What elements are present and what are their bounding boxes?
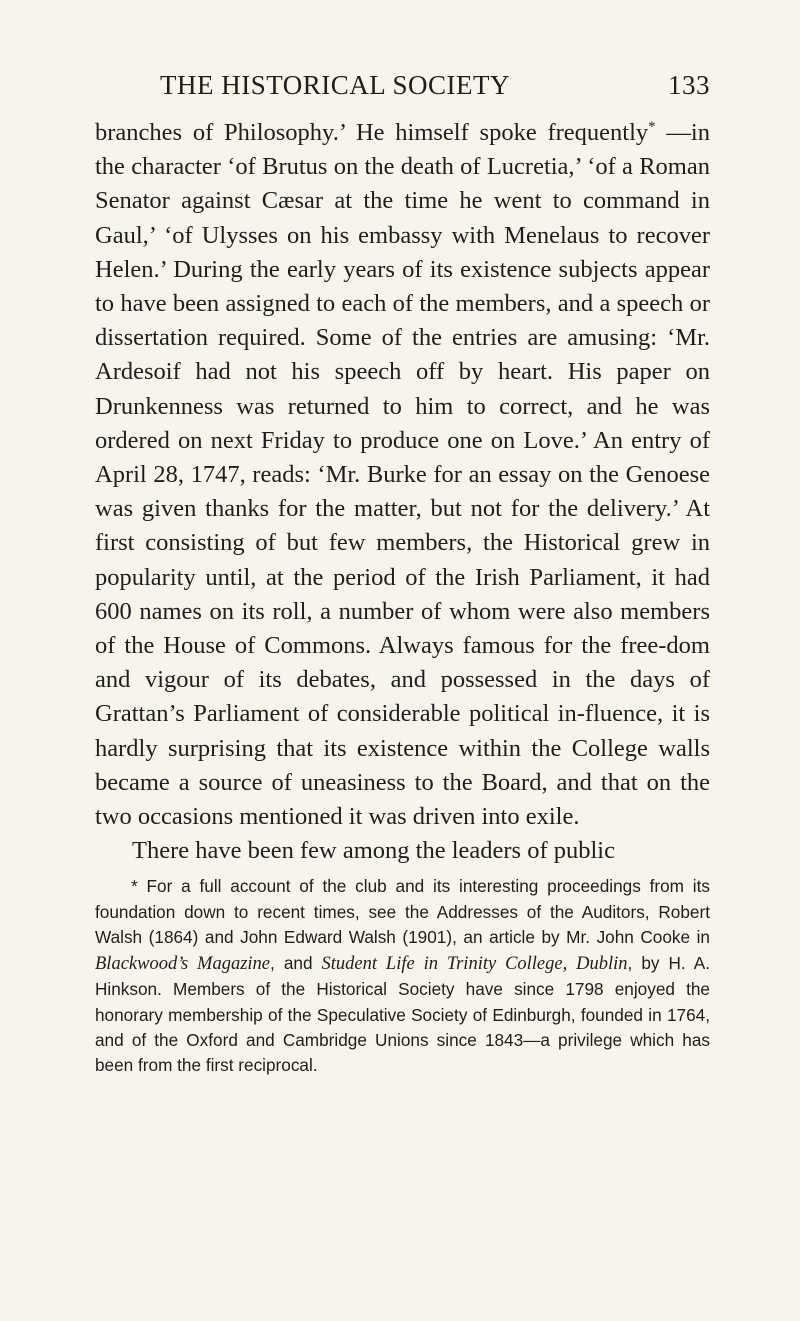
footnote	[95, 874, 710, 1078]
running-head	[95, 70, 710, 114]
footnote-title-student-life: Student Life in Trinity College, Dublin	[321, 953, 628, 974]
footnote-part-2: , and	[270, 952, 322, 973]
body-text	[95, 116, 710, 868]
footnote-part-3: , by H. A. Hinkson. Members of the Historical Society have since 1798 enjoyed the honorary membership of the Speculative Society of Edinburgh, founded in 1764, and of the Oxford and Cambridge Unions since 1843—a privilege which has been from the first reciprocal.	[95, 952, 711, 1076]
paragraph-2: There have been few among the leaders of public	[132, 837, 615, 865]
running-head-title: THE HISTORICAL SOCIETY	[160, 70, 510, 100]
footnote-part-1: * For a full account of the club and its interesting proceedings from its foundation down to recent times, see the Addresses of the Auditors, Robert Walsh (1864) and John Edward Walsh (1901), an article by Mr. John Cooke in	[95, 876, 710, 948]
footnote-title-blackwoods: Blackwood’s Magazine	[95, 953, 271, 974]
paragraph-1-part-1: branches of Philosophy.’ He himself spoke frequently	[95, 119, 649, 146]
paragraph-1	[95, 116, 710, 834]
book-page	[95, 70, 710, 1079]
paragraph-1-part-2: —in the character ‘of Brutus on the death of Lucretia,’ ‘of a Roman Senator against Cæsar at the time he went to command in Gaul,’ ‘of Ulysses on his embassy with Menelaus to recover Helen.’ During the early years of its existence subjects appear to have been assigned to each of the members, and a speech or dissertation required. Some of the entries are amusing: ‘Mr. Ardesoif had not his speech off by heart. His paper on Drunkenness was returned to him to correct, and he was ordered on next Friday to produce one on Love.’ An entry of April 28, 1747, reads: ‘Mr. Burke for an essay on the Genoese was given thanks for the matter, but not for the delivery.’ At first consisting of but few members, the Historical grew in popularity until, at the period of the Irish Parliament, it had 600 names on its roll, a number of whom were also members of the House of Commons. Always famous for the free-dom and vigour of its debates, and possessed in the days of Grattan’s Parliament of considerable political in-fluence, it is hardly surprising that its existence within the College walls became a source of uneasiness to the Board, and that on the two occasions mentioned it was driven into exile.	[95, 119, 710, 831]
footnote-marker: *	[648, 119, 656, 135]
page-number: 133	[668, 70, 710, 100]
